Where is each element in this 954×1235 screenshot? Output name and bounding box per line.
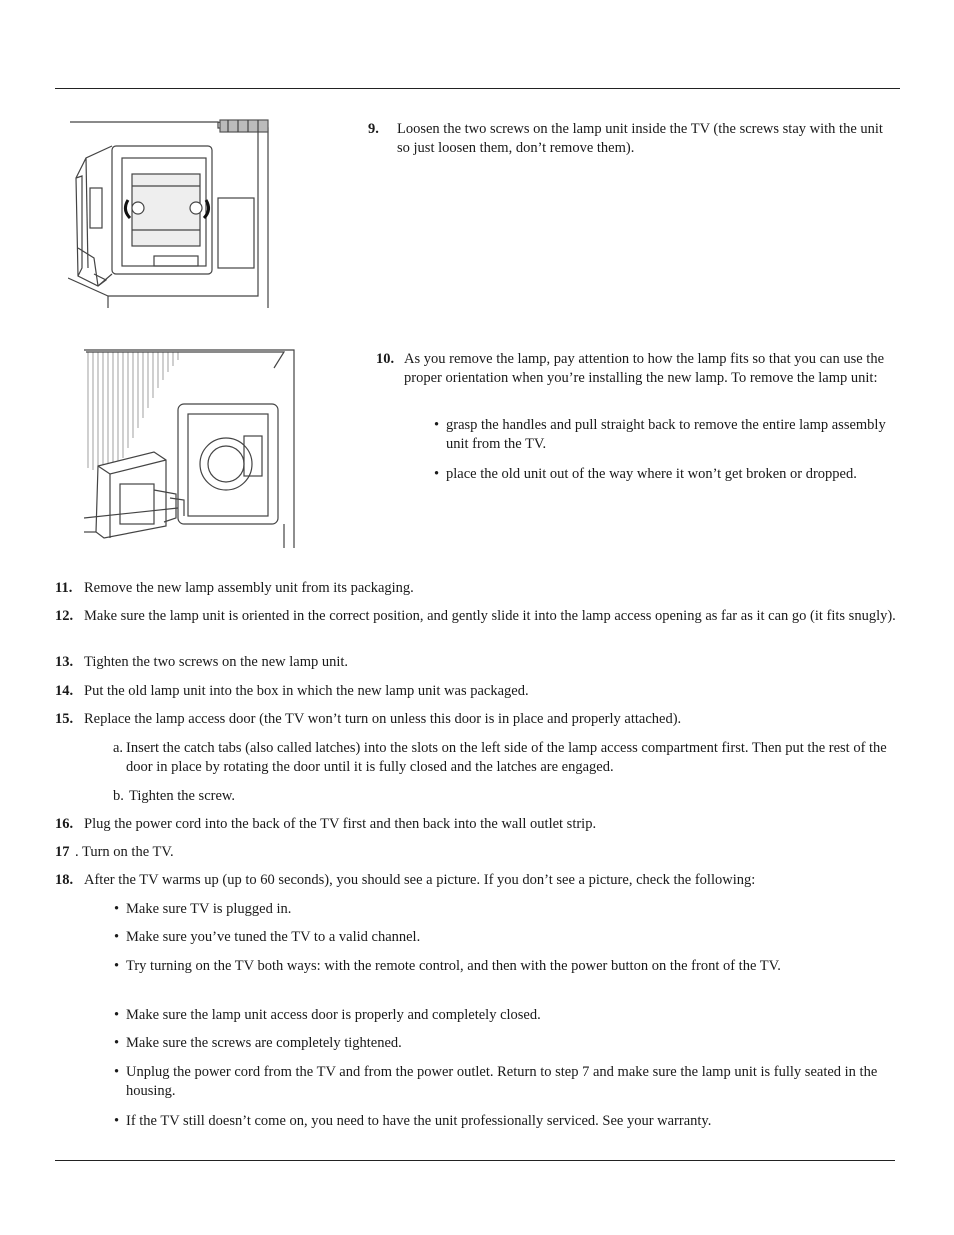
bullet-dot: • bbox=[114, 1007, 120, 1023]
step-18-bullet bbox=[114, 1112, 900, 1131]
bullet-dot: • bbox=[114, 1035, 120, 1051]
bullet-dot: • bbox=[114, 929, 120, 945]
step-text: Loosen the two screws on the lamp unit inside the TV (the screws stay with the unit so just loosen them, don’t remove them). bbox=[397, 121, 883, 156]
step-9 bbox=[368, 120, 888, 158]
bullet-text: Make sure the screws are completely tightened. bbox=[126, 1035, 402, 1051]
step-number: 11. bbox=[55, 580, 73, 596]
step-text: Tighten the two screws on the new lamp unit. bbox=[84, 654, 349, 670]
step-18-bullet bbox=[114, 957, 880, 976]
step-text: As you remove the lamp, pay attention to how the lamp fits so that you can use the proper orientation when you’re installing the new lamp. To remove the lamp unit: bbox=[404, 351, 885, 386]
step-number: 15. bbox=[55, 711, 74, 727]
bullet-dot: • bbox=[114, 958, 120, 974]
step-14 bbox=[55, 682, 900, 701]
step-16 bbox=[55, 815, 900, 834]
step-18-bullet bbox=[114, 1006, 900, 1025]
step-number: 10. bbox=[376, 351, 395, 367]
bullet-text: grasp the handles and pull straight back to remove the entire lamp assembly unit from the TV. bbox=[446, 417, 886, 452]
bullet-dot: • bbox=[114, 901, 120, 917]
step-text: Plug the power cord into the back of the TV first and then back into the wall outlet strip. bbox=[84, 816, 597, 832]
bullet-dot: • bbox=[114, 1064, 120, 1080]
step-17 bbox=[55, 843, 900, 862]
step-text: Replace the lamp access door (the TV won’t turn on unless this door is in place and properly attached). bbox=[84, 711, 682, 727]
step-number: 12. bbox=[55, 608, 74, 624]
step-text: Make sure the lamp unit is oriented in the correct position, and gently slide it into the lamp access opening as far as it can go (it fits snugly). bbox=[84, 608, 896, 624]
step-number: 9. bbox=[368, 121, 379, 137]
top-rule bbox=[55, 88, 900, 89]
step-10-bullet bbox=[434, 416, 900, 454]
bullet-dot: • bbox=[434, 466, 440, 482]
step-number: 13. bbox=[55, 654, 74, 670]
bullet-text: place the old unit out of the way where it won’t get broken or dropped. bbox=[446, 466, 857, 482]
bullet-text: If the TV still doesn’t come on, you need to have the unit professionally serviced. See your warranty. bbox=[126, 1113, 712, 1129]
step-18-bullet bbox=[114, 1034, 900, 1053]
figure-loosen-screws bbox=[68, 118, 280, 310]
step-18-bullet bbox=[114, 1063, 890, 1101]
step-15 bbox=[55, 710, 900, 729]
bullet-text: Make sure you’ve tuned the TV to a valid channel. bbox=[126, 929, 421, 945]
step-15-substep-a bbox=[113, 739, 900, 777]
substep-text: Tighten the screw. bbox=[129, 788, 236, 804]
step-18-bullet bbox=[114, 928, 900, 947]
step-10 bbox=[376, 350, 896, 388]
bullet-dot: • bbox=[114, 1113, 120, 1129]
step-10-bullet bbox=[434, 465, 900, 484]
step-number: 18. bbox=[55, 872, 74, 888]
step-number: 16. bbox=[55, 816, 74, 832]
bullet-text: Make sure TV is plugged in. bbox=[126, 901, 292, 917]
step-12 bbox=[55, 607, 900, 626]
step-text: After the TV warms up (up to 60 seconds), you should see a picture. If you don’t see a picture, check the following: bbox=[84, 872, 756, 888]
bullet-text: Unplug the power cord from the TV and from the power outlet. Return to step 7 and make sure the lamp unit is fully seated in the housing. bbox=[126, 1064, 878, 1099]
step-18-bullet bbox=[114, 900, 900, 919]
figure-remove-lamp bbox=[84, 348, 296, 550]
step-18 bbox=[55, 871, 900, 890]
substep-label: a. bbox=[113, 740, 124, 756]
step-text: . Turn on the TV. bbox=[75, 844, 174, 860]
step-15-substep-b bbox=[113, 787, 900, 806]
substep-label: b. bbox=[113, 788, 124, 804]
bullet-text: Try turning on the TV both ways: with the remote control, and then with the power button on the front of the TV. bbox=[126, 958, 781, 974]
step-number: 17 bbox=[55, 844, 70, 860]
step-13 bbox=[55, 653, 900, 672]
step-number: 14. bbox=[55, 683, 74, 699]
step-11 bbox=[55, 579, 900, 598]
bottom-rule bbox=[55, 1160, 895, 1161]
step-text: Put the old lamp unit into the box in which the new lamp unit was packaged. bbox=[84, 683, 529, 699]
bullet-text: Make sure the lamp unit access door is properly and completely closed. bbox=[126, 1007, 541, 1023]
substep-text: Insert the catch tabs (also called latches) into the slots on the left side of the lamp access compartment first. Then put the rest of the door in place by rotating the door until it is fully closed and the latches are engaged. bbox=[126, 740, 887, 775]
bullet-dot: • bbox=[434, 417, 440, 433]
step-text: Remove the new lamp assembly unit from its packaging. bbox=[84, 580, 414, 596]
